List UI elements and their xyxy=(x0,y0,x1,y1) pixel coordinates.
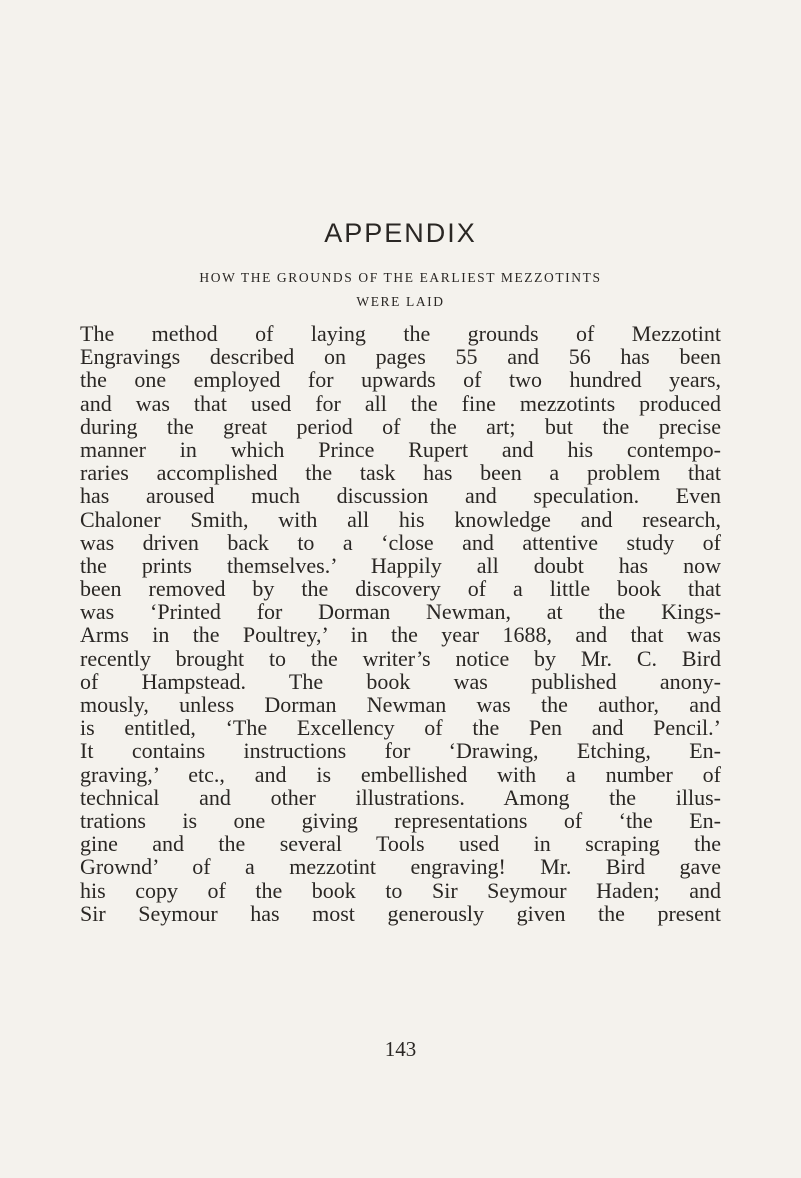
text-line: Engravings described on pages 55 and 56 has been xyxy=(80,344,721,370)
chapter-heading: APPENDIX xyxy=(324,218,477,248)
text-line: is entitled, ‘The Excellency of the Pen and Pencil.’ xyxy=(80,715,721,741)
text-line: manner in which Prince Rupert and his contempo- xyxy=(80,436,721,462)
text-line: recently brought to the writer’s notice by Mr. C. Bird xyxy=(80,645,721,671)
subheading-line-2: WERE LAID xyxy=(356,294,445,309)
text-line: been removed by the discovery of a little book that xyxy=(80,576,721,602)
text-line: gine and the several Tools used in scraping the xyxy=(80,831,721,857)
text-line: was ‘Printed for Dorman Newman, at the Kings- xyxy=(80,599,721,625)
text-line: Grownd’ of a mezzotint engraving! Mr. Bird gave xyxy=(80,854,721,880)
text-line: his copy of the book to Sir Seymour Haden; and xyxy=(80,877,721,903)
body-paragraph xyxy=(80,322,721,925)
text-line: was driven back to a ‘close and attentive study of xyxy=(80,529,721,555)
text-line: Sir Seymour has most generously given the present xyxy=(80,900,721,926)
text-line: Chaloner Smith, with all his knowledge and research, xyxy=(80,506,721,532)
section-subheading xyxy=(0,266,801,314)
text-line: It contains instructions for ‘Drawing, Etching, En- xyxy=(80,738,721,764)
text-line: the prints themselves.’ Happily all doubt has now xyxy=(80,552,721,578)
text-line: The method of laying the grounds of Mezzotint xyxy=(80,321,721,346)
text-line: has aroused much discussion and speculation. Even xyxy=(80,483,721,509)
text-line: graving,’ etc., and is embellished with a number of xyxy=(80,761,721,787)
text-line: mously, unless Dorman Newman was the author, and xyxy=(80,692,721,717)
text-line: during the great period of the art; but the precise xyxy=(80,413,721,439)
text-line: the one employed for upwards of two hundred years, xyxy=(80,367,721,393)
text-line: Arms in the Poultrey,’ in the year 1688, and that was xyxy=(80,622,721,648)
subheading-line-1: HOW THE GROUNDS OF THE EARLIEST MEZZOTINTS xyxy=(199,270,602,285)
text-line: technical and other illustrations. Among the illus- xyxy=(80,784,721,810)
text-line: of Hampstead. The book was published anony- xyxy=(80,668,721,694)
page-number: 143 xyxy=(384,1037,417,1061)
text-line: raries accomplished the task has been a problem that xyxy=(80,460,721,486)
text-line: trations is one giving representations of ‘the En- xyxy=(80,807,721,833)
text-line: and was that used for all the fine mezzotints produced xyxy=(80,390,721,416)
